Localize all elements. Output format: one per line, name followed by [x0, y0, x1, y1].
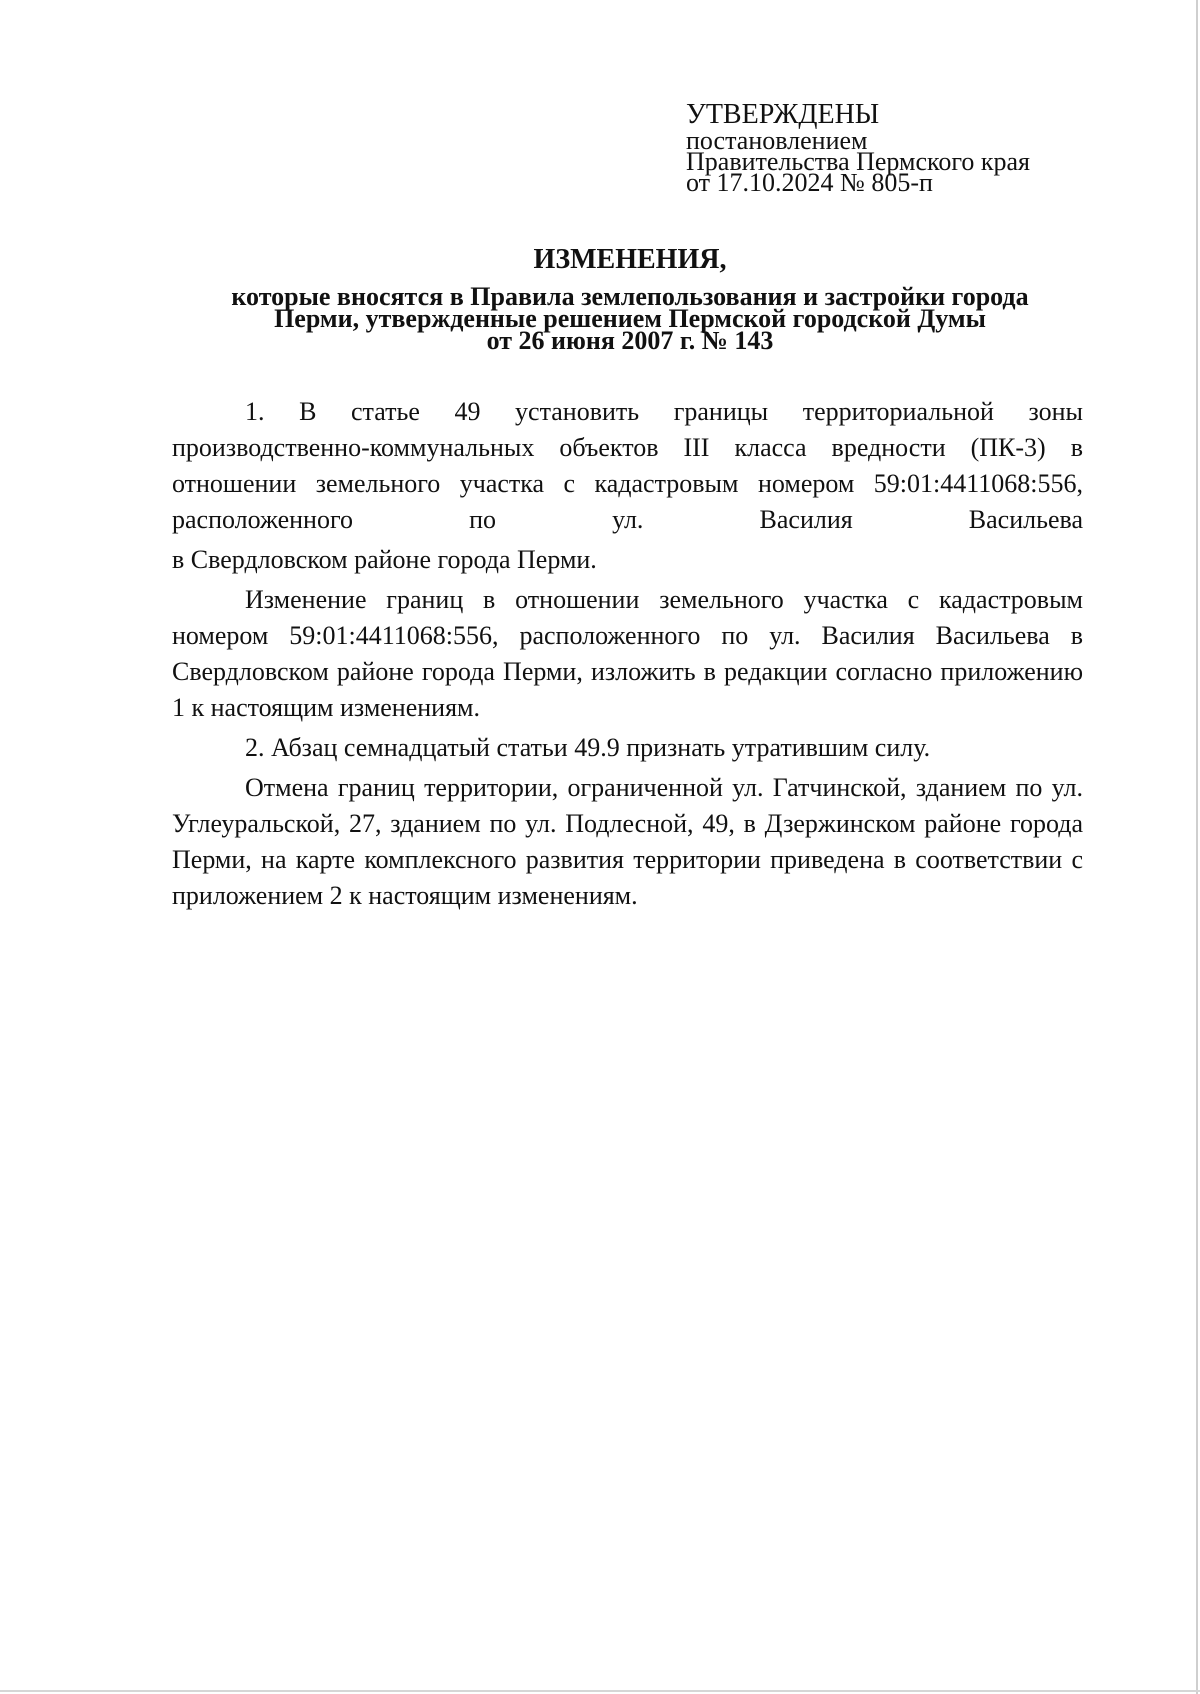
title-subtitle-line-3: от 26 июня 2007 г. № 143	[486, 326, 774, 355]
approval-heading: УТВЕРЖДЕНЫ	[686, 99, 880, 130]
title-subtitle-line-2: Перми, утвержденные решением Пермской городской Думы	[274, 304, 986, 333]
paragraph-1-end: в Свердловском районе города Перми.	[172, 545, 597, 574]
title-main: ИЗМЕНЕНИЯ,	[533, 244, 727, 275]
document-title	[170, 244, 1090, 355]
title-subtitle-line-1: которые вносятся в Правила землепользования и застройки города	[231, 282, 1029, 311]
scan-edge-bottom	[0, 1690, 1200, 1692]
document-body	[172, 394, 1083, 918]
paragraph-1: 1. В статье 49 установить границы территориальной зоны производственно-коммунальных объектов III класса вредности (ПК-3) в отношении земельного участка с кадастровым номером 59:01:4411068:556, расположенного по ул. Василия Васильева	[172, 397, 1083, 534]
paragraph-4: Отмена границ территории, ограниченной ул. Гатчинской, зданием по ул. Углеуральской, 27, зданием по ул. Подлесной, 49, в Дзержинском районе города Перми, на карте комплексного развития территории приведена в соответствии с приложением 2 к настоящим изменениям.	[172, 773, 1083, 910]
scan-edge-right	[1196, 0, 1198, 1694]
paragraph-3: 2. Абзац семнадцатый статьи 49.9 признать утратившим силу.	[245, 733, 931, 762]
approval-line-1: постановлением	[686, 126, 868, 155]
approval-line-3: от 17.10.2024 № 805-п	[686, 168, 933, 197]
paragraph-2: Изменение границ в отношении земельного участка с кадастровым номером 59:01:4411068:556, расположенного по ул. Василия Васильева в Свердловском районе города Перми, изложить в редакции согласно приложению 1 к настоящим изменениям.	[172, 585, 1083, 722]
approval-line-2: Правительства Пермского края	[686, 147, 1030, 176]
approval-stamp	[686, 99, 1186, 197]
